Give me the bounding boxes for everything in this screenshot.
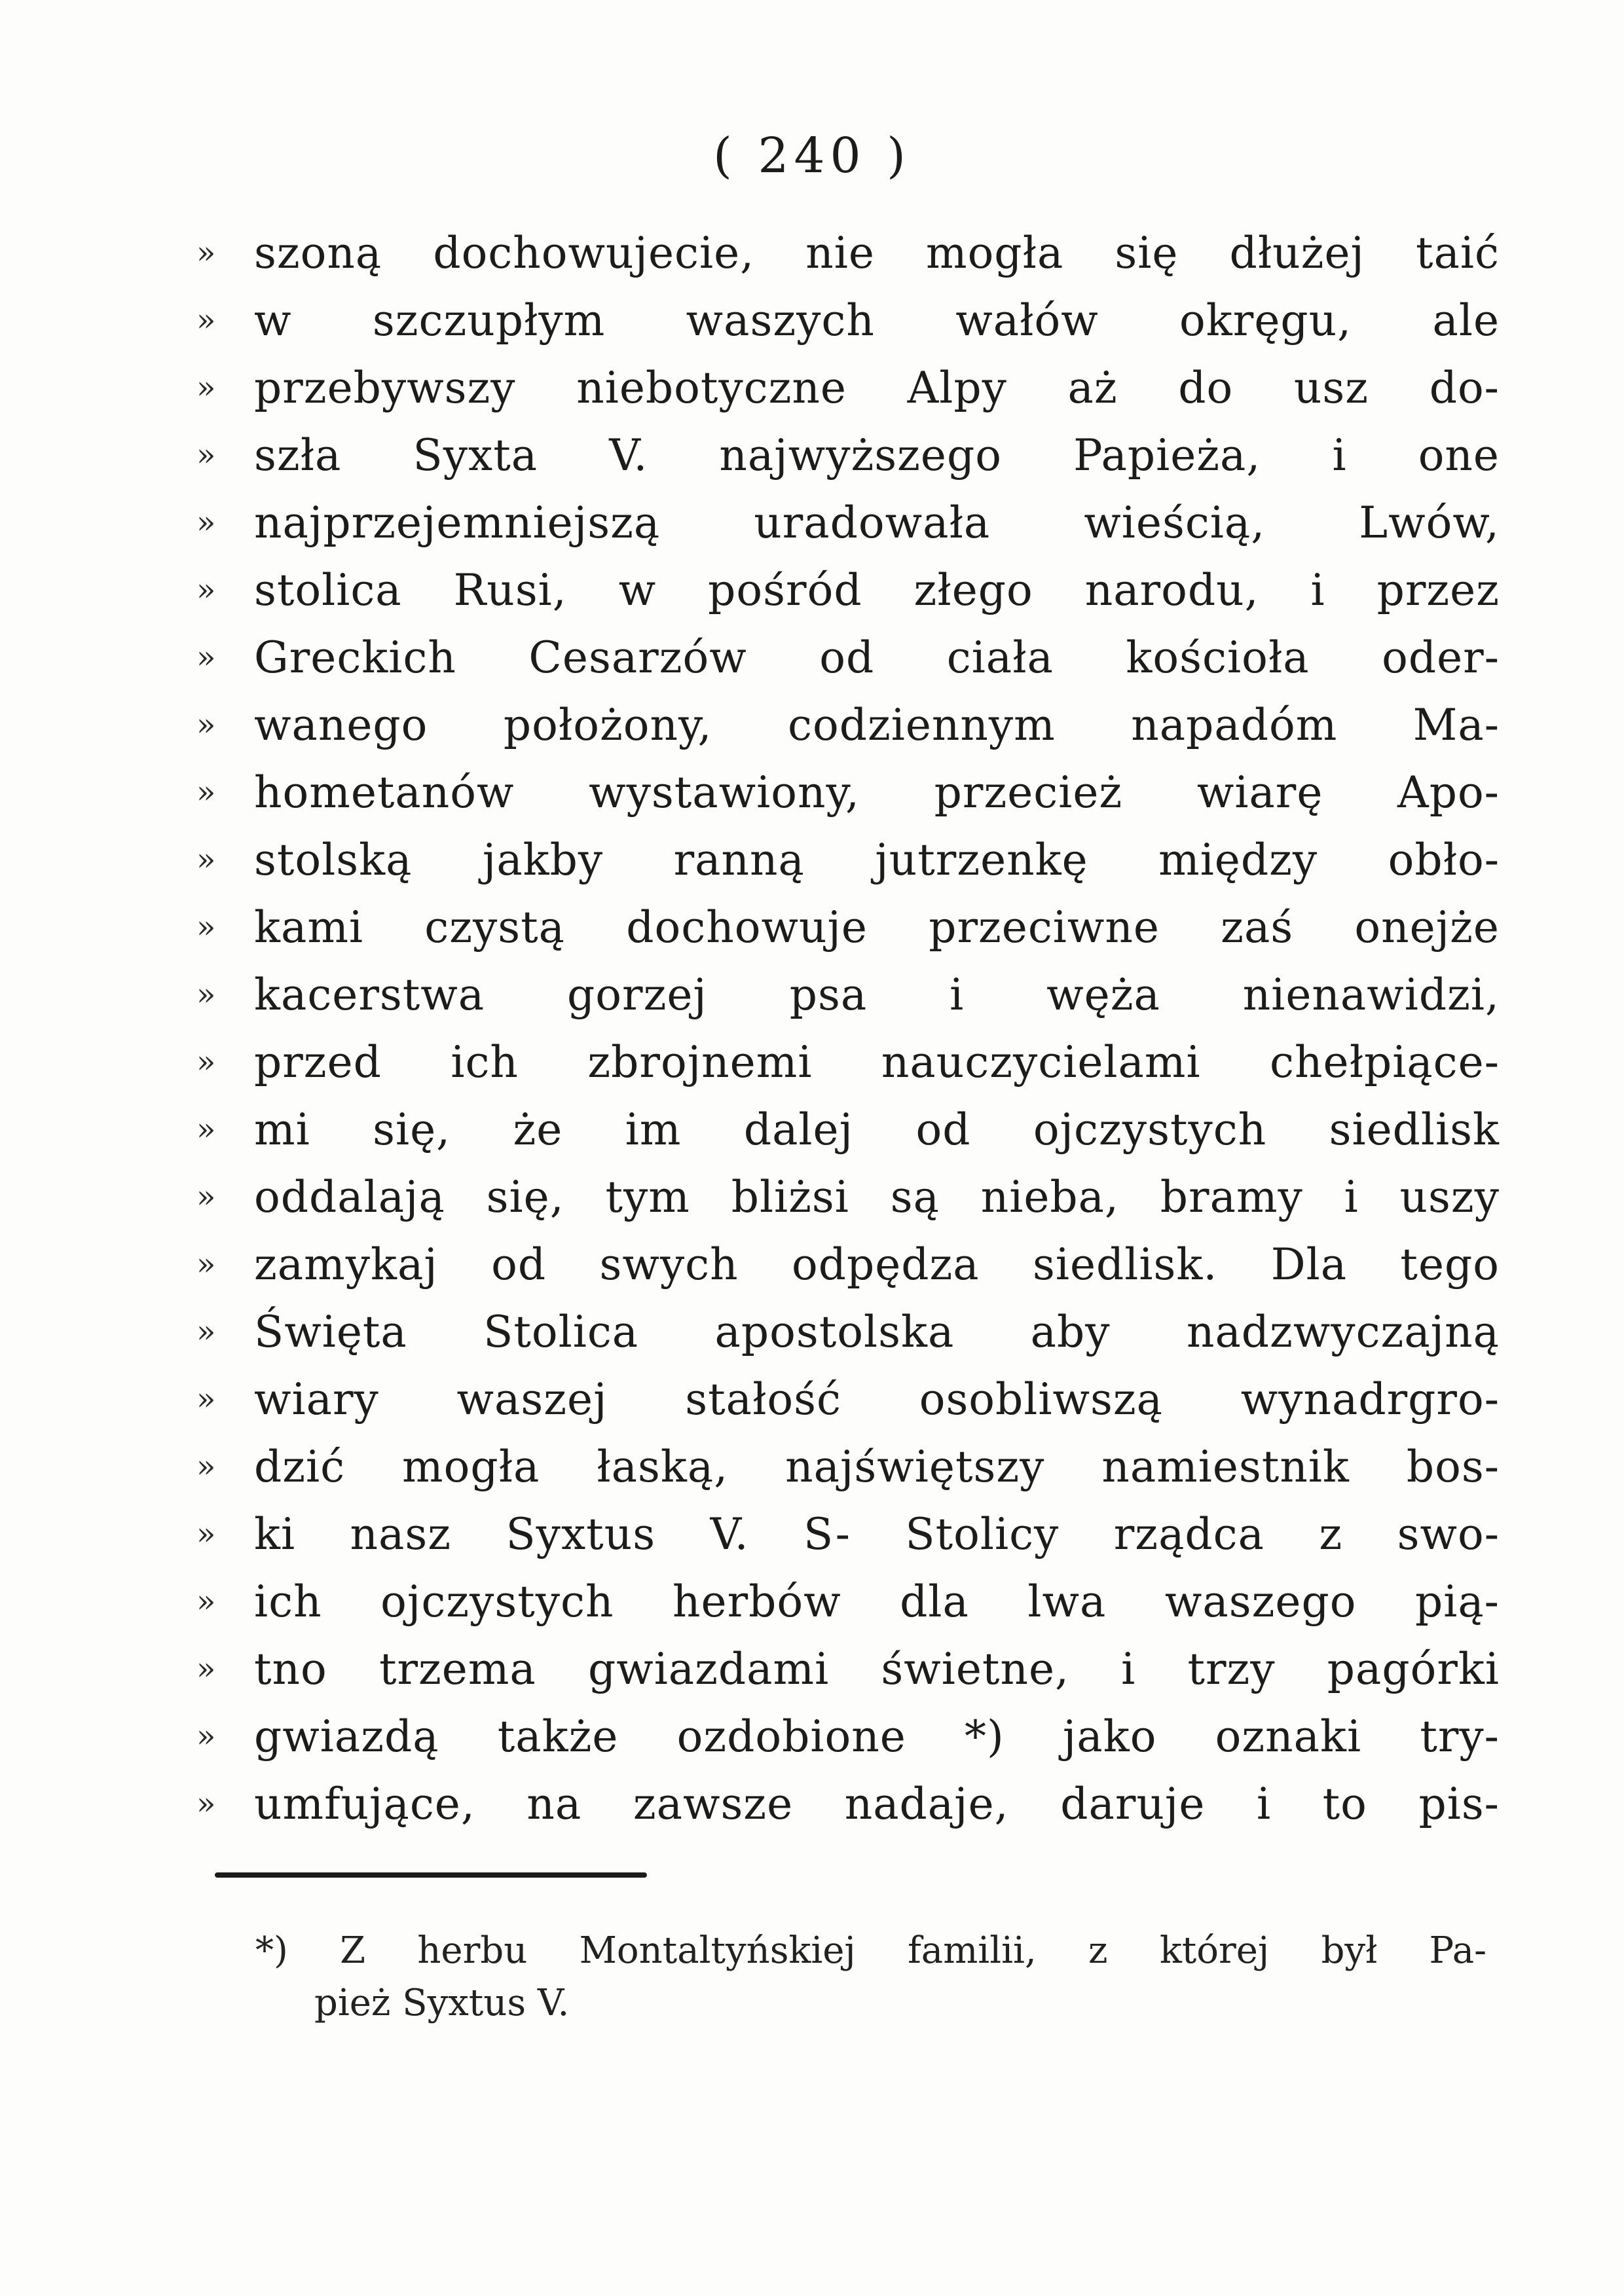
quote-mark: » <box>196 639 216 676</box>
body-text <box>196 219 1500 1838</box>
text-line <box>196 422 1500 489</box>
quote-mark: » <box>196 1313 216 1350</box>
text-line <box>196 1029 1500 1096</box>
quote-mark: » <box>196 1246 216 1283</box>
line-text: przed ich zbrojnemi nauczycielami chełpiące- <box>254 1037 1500 1087</box>
line-text: ki nasz Syxtus V. S- Stolicy rządca z swo- <box>254 1509 1500 1559</box>
quote-mark: » <box>196 1516 216 1552</box>
quote-mark: » <box>196 1178 216 1215</box>
quote-mark: » <box>196 1044 216 1080</box>
quote-mark: » <box>196 1785 216 1822</box>
line-text: zamykaj od swych odpędza siedlisk. Dla tego <box>254 1239 1500 1290</box>
text-line <box>196 961 1500 1029</box>
text-line <box>196 287 1500 354</box>
quote-mark: » <box>196 504 216 541</box>
text-line <box>196 759 1500 826</box>
text-line <box>196 219 1500 287</box>
line-text: umfujące, na zawsze nadaje, daruje i to pis- <box>254 1779 1500 1829</box>
line-text: ich ojczystych herbów dla lwa waszego pią- <box>254 1576 1500 1627</box>
quote-mark: » <box>196 706 216 743</box>
quote-mark: » <box>196 369 216 406</box>
quote-mark: » <box>196 437 216 473</box>
text-line <box>196 1366 1500 1433</box>
footnote <box>255 1925 1486 2030</box>
text-line <box>196 624 1500 691</box>
quote-mark: » <box>196 774 216 811</box>
quote-mark: » <box>196 302 216 338</box>
quote-mark: » <box>196 572 216 608</box>
text-line <box>196 1501 1500 1568</box>
quote-mark: » <box>196 1111 216 1148</box>
text-line <box>196 894 1500 961</box>
footnote-line: pież Syxtus V. <box>314 1982 570 2024</box>
text-line <box>196 826 1500 894</box>
footnote-line: *) Z herbu Montaltyńskiej familii, z której był Pa- <box>255 1929 1486 1972</box>
text-line <box>196 1096 1500 1163</box>
line-text: przebywszy niebotyczne Alpy aż do usz do- <box>254 363 1500 413</box>
text-line <box>196 1703 1500 1770</box>
text-line <box>196 1298 1500 1366</box>
text-line <box>196 1568 1500 1635</box>
line-text: Święta Stolica apostolska aby nadzwyczajną <box>254 1307 1500 1357</box>
quote-mark: » <box>196 1448 216 1485</box>
text-line <box>196 1770 1500 1838</box>
line-text: najprzejemniejszą uradowała wieścią, Lwów, <box>254 498 1500 548</box>
line-text: tno trzema gwiazdami świetne, i trzy pagórki <box>254 1644 1500 1694</box>
quote-mark: » <box>196 1583 216 1620</box>
text-line <box>196 556 1500 624</box>
line-text: szoną dochowujecie, nie mogła się dłużej taić <box>254 228 1500 278</box>
quote-mark: » <box>196 1381 216 1417</box>
text-line <box>196 1231 1500 1298</box>
line-text: Greckich Cesarzów od ciała kościoła oder- <box>254 632 1500 683</box>
line-text: stolica Rusi, w pośród złego narodu, i przez <box>254 565 1500 615</box>
line-text: oddalają się, tym bliżsi są nieba, bramy i uszy <box>254 1172 1500 1222</box>
text-line <box>196 691 1500 759</box>
text-line <box>196 1163 1500 1231</box>
line-text: dzić mogła łaską, najświętszy namiestnik bos- <box>254 1442 1500 1492</box>
quote-mark: » <box>196 1650 216 1687</box>
line-text: gwiazdą także ozdobione *) jako oznaki try- <box>254 1711 1500 1762</box>
line-text: wanego położony, codziennym napadóm Ma- <box>254 700 1500 750</box>
quote-mark: » <box>196 976 216 1013</box>
line-text: w szczupłym waszych wałów okręgu, ale <box>254 295 1500 346</box>
line-text: hometanów wystawiony, przecież wiarę Apo- <box>254 767 1500 818</box>
quote-mark: » <box>196 234 216 271</box>
text-line <box>196 1635 1500 1703</box>
text-line <box>196 489 1500 556</box>
line-text: kacerstwa gorzej psa i węża nienawidzi, <box>254 970 1500 1020</box>
text-line <box>196 1433 1500 1501</box>
line-text: wiary waszej stałość osobliwszą wynadrgro- <box>254 1374 1500 1425</box>
page-number: ( 240 ) <box>712 128 912 184</box>
quote-mark: » <box>196 909 216 945</box>
line-text: kami czystą dochowuje przeciwne zaś onejże <box>254 902 1500 953</box>
line-text: stolską jakby ranną jutrzenkę między obło- <box>254 835 1500 885</box>
quote-mark: » <box>196 1718 216 1755</box>
line-text: szła Syxta V. najwyższego Papieża, i one <box>254 430 1500 481</box>
footnote-rule <box>215 1872 647 1878</box>
quote-mark: » <box>196 841 216 878</box>
text-line <box>196 354 1500 422</box>
line-text: mi się, że im dalej od ojczystych siedlisk <box>254 1104 1500 1155</box>
